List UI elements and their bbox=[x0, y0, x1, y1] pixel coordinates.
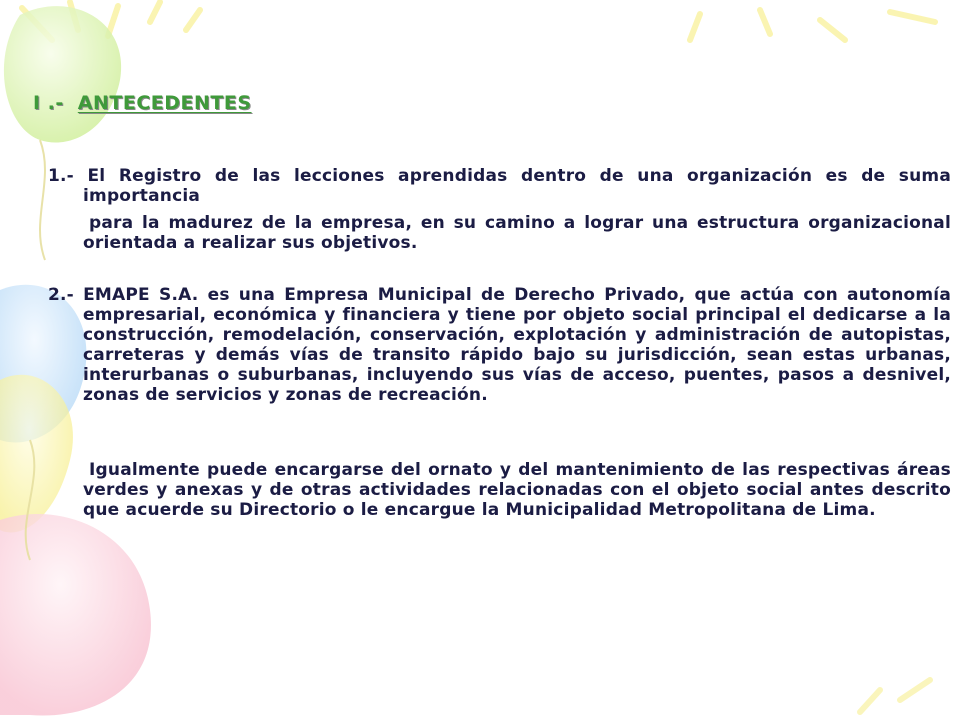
item-1-text: El Registro de las lecciones aprendidas dentro de una organización es de suma importancia bbox=[83, 166, 952, 206]
heading-number: I .- bbox=[33, 92, 64, 114]
item-1-continuation: para la madurez de la empresa, en su camino a lograr una estructura organizacional orientada a realizar sus objetivos. bbox=[83, 213, 951, 253]
item-2-paragraph bbox=[48, 285, 951, 405]
item-2-text: EMAPE S.A. es una Empresa Municipal de Derecho Privado, que actúa con autonomía empresarial, económica y financiera y tiene por objeto social principal el dedicarse a la construcción, remodelación, conservación, explotación y administración de autopistas, carreteras y demás vías de transito rápido bajo su jurisdicción, sean estas urbanas, interurbanas o suburbanas, incluyendo sus vías de acceso, puentes, pasos a desnivel, zonas de servicios y zonas de recreación. bbox=[83, 285, 951, 405]
sun-rays-bottom-right bbox=[860, 680, 930, 712]
pink-balloon bbox=[0, 514, 151, 716]
item-1-paragraph bbox=[48, 166, 951, 206]
item-2-continuation: Igualmente puede encargarse del ornato y del mantenimiento de las respectivas áreas verdes y anexas y de otras actividades relacionadas con el objeto social antes descrito que acuerde su Directorio o le encargue la Municipalidad Metropolitana de Lima. bbox=[83, 460, 951, 520]
item-2-number: 2.- bbox=[48, 285, 74, 305]
heading-title: ANTECEDENTES bbox=[77, 92, 252, 114]
green-balloon bbox=[4, 6, 121, 142]
item-1-number: 1.- bbox=[48, 166, 74, 186]
sun-rays-top-right bbox=[690, 10, 935, 40]
slide-heading bbox=[33, 92, 252, 114]
